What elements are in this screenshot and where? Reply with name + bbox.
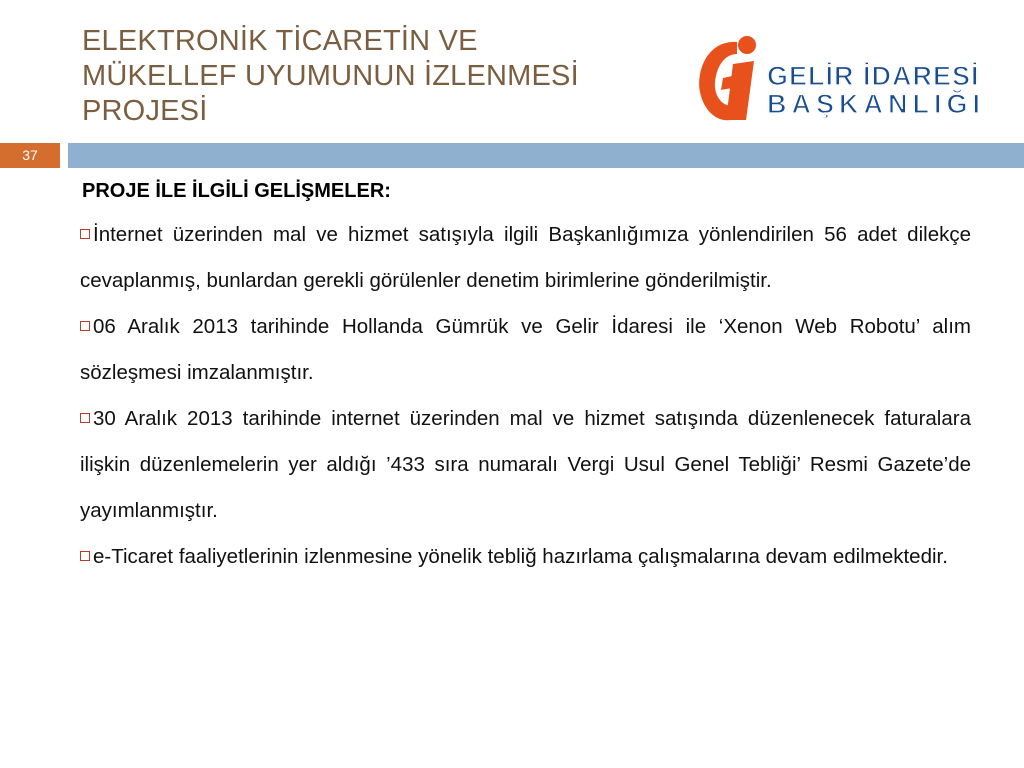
title-line-3: PROJESİ [82, 95, 208, 127]
bullet-text: 30 Aralık 2013 tarihinde internet üzerinden mal ve hizmet satışında düzenlenecek faturalara ilişkin düzenlemelerin yer aldığı ’433 sıra numaralı Vergi Usul Genel Tebliği’ Resmi Gazete’de yayımlanmıştır. [80, 407, 971, 522]
logo-line-2: BAŞKANLIĞI [767, 89, 985, 119]
logo-wordmark [767, 62, 997, 118]
title-line-1: ELEKTRONİK TİCARETİN VE [82, 25, 478, 57]
slide-title [82, 24, 682, 129]
bullet-text: 06 Aralık 2013 tarihinde Hollanda Gümrük ve Gelir İdaresi ile ‘Xenon Web Robotu’ alım sözleşmesi imzalanmıştır. [80, 315, 971, 384]
bullet-text: İnternet üzerinden mal ve hizmet satışıyla ilgili Başkanlığımıza yönlendirilen 56 adet dilekçe cevaplanmış, bunlardan gerekli görülenler denetim birimlerine gönderilmiştir. [80, 223, 971, 292]
page-number-badge: 37 [0, 143, 60, 168]
title-line-2: MÜKELLEF UYUMUNUN İZLENMESİ [82, 60, 579, 92]
list-item [80, 304, 971, 396]
header-divider-band [68, 143, 1024, 168]
list-item [80, 212, 971, 304]
list-item [80, 534, 971, 580]
list-item [80, 396, 971, 534]
bullet-text: e-Ticaret faaliyetlerinin izlenmesine yönelik tebliğ hazırlama çalışmalarına devam edilmektedir. [93, 545, 948, 568]
square-bullet-icon [80, 551, 90, 561]
logo-line-1: GELİR İDARESİ [767, 61, 980, 91]
section-heading: PROJE İLE İLGİLİ GELİŞMELER: [82, 180, 391, 202]
bullet-list [80, 212, 971, 580]
square-bullet-icon [80, 229, 90, 239]
square-bullet-icon [80, 413, 90, 423]
square-bullet-icon [80, 321, 90, 331]
